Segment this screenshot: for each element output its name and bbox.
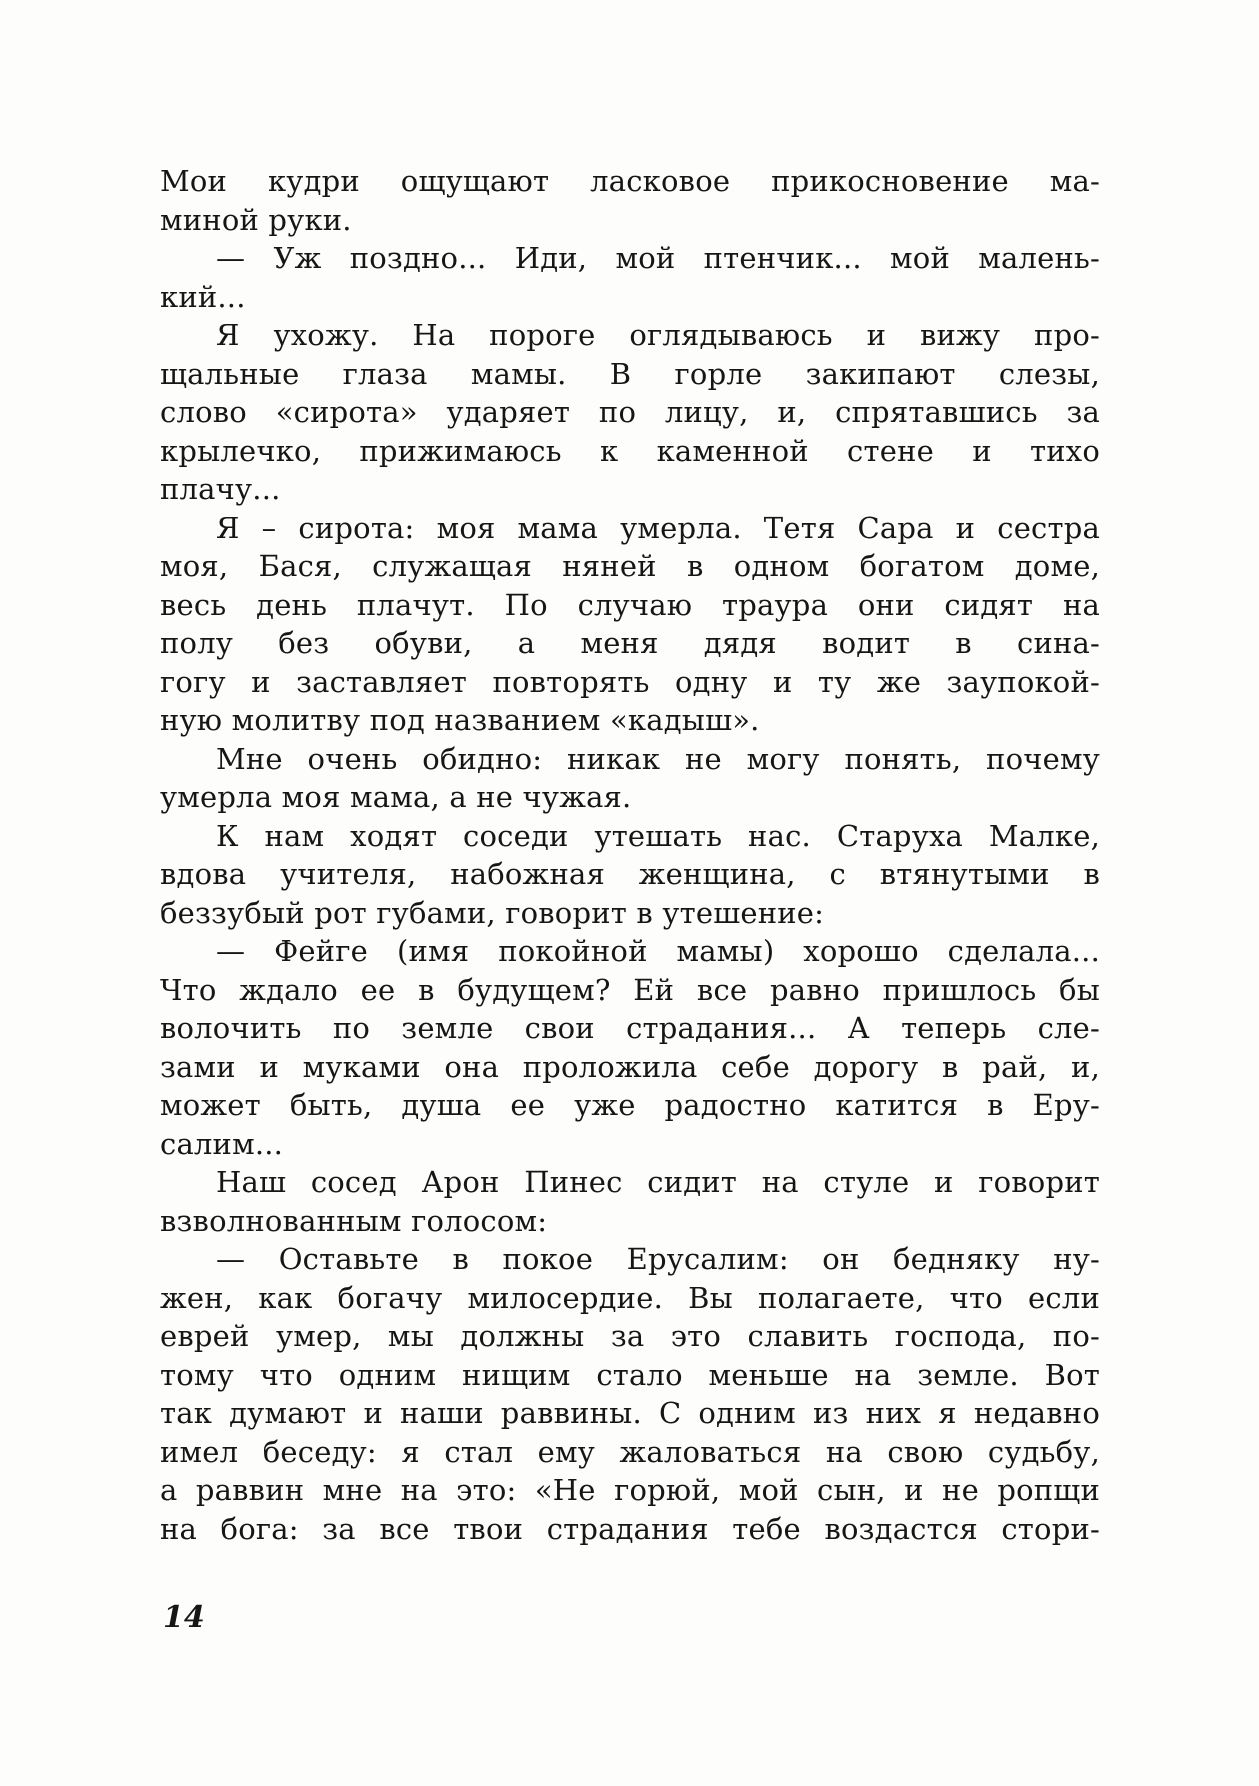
text-line: жен, как богачу милосердие. Вы полагаете, что если (160, 1280, 1100, 1315)
text-line: К нам ходят соседи утешать нас. Старуха Малке, (216, 818, 1100, 853)
text-line: миной руки. (160, 202, 352, 237)
text-line: плачу... (160, 472, 281, 506)
text-line: волочить по земле свои страдания... А теперь сле- (160, 1011, 1100, 1045)
text-line: салим... (160, 1126, 284, 1161)
page-number: 14 (163, 1600, 205, 1635)
text-line: взволнованным голосом: (160, 1203, 548, 1238)
text-line: Я ухожу. На пороге оглядываюсь и вижу про- (216, 318, 1100, 352)
text-line: весь день плачут. По случаю траура они сидят на (160, 587, 1100, 622)
text-line: полу без обуви, а меня дядя водит в сина- (160, 626, 1100, 660)
text-line: умерла моя мама, а не чужая. (160, 780, 632, 814)
text-line: — Фейге (имя покойной мамы) хорошо сделала... (216, 934, 1100, 968)
text-line: имел беседу: я стал ему жаловаться на свою судьбу, (160, 1434, 1100, 1469)
text-line: гогу и заставляет повторять одну и ту же заупокой- (160, 664, 1100, 699)
text-line: Наш сосед Арон Пинес сидит на стуле и говорит (216, 1165, 1100, 1199)
text-line: крылечко, прижимаюсь к каменной стене и тихо (160, 433, 1100, 468)
text-line: Мои кудри ощущают ласковое прикосновение ма- (160, 164, 1100, 198)
text-line: щальные глаза мамы. В горле закипают слезы, (160, 356, 1100, 391)
text-line: ную молитву под названием «кадыш». (160, 703, 760, 737)
text-line: кий... (160, 279, 246, 314)
text-line: вдова учителя, набожная женщина, с втянутыми в (160, 857, 1100, 891)
text-line: моя, Бася, служащая няней в одном богатом доме, (160, 549, 1100, 583)
text-line: зами и муками она проложила себе дорогу в рай, и, (160, 1049, 1100, 1084)
text-line: Я – сирота: моя мама умерла. Тетя Сара и сестра (216, 510, 1100, 545)
text-line: еврей умер, мы должны за это славить господа, по- (160, 1319, 1100, 1353)
text-line: Мне очень обидно: никак не могу понять, почему (216, 741, 1100, 776)
text-line: беззубый рот губами, говорит в утешение: (160, 895, 825, 930)
text-line: тому что одним нищим стало меньше на земле. Вот (160, 1357, 1100, 1392)
text-line: на бога: за все твои страдания тебе воздастся стори- (160, 1511, 1100, 1546)
text-line: Что ждало ее в будущем? Ей все равно пришлось бы (160, 972, 1100, 1007)
text-line: — Оставьте в покое Ерусалим: он бедняку ну- (216, 1242, 1100, 1276)
text-line: так думают и наши раввины. С одним из них я недавно (160, 1396, 1100, 1430)
body-text (160, 162, 1100, 1548)
text-line: слово «сирота» ударяет по лицу, и, спрятавшись за (160, 395, 1100, 429)
text-line: может быть, душа ее уже радостно катится в Еру- (160, 1088, 1100, 1122)
text-line: — Уж поздно... Иди, мой птенчик... мой малень- (216, 241, 1100, 275)
text-line: а раввин мне на это: «Не горюй, мой сын, и не ропщи (160, 1473, 1100, 1507)
